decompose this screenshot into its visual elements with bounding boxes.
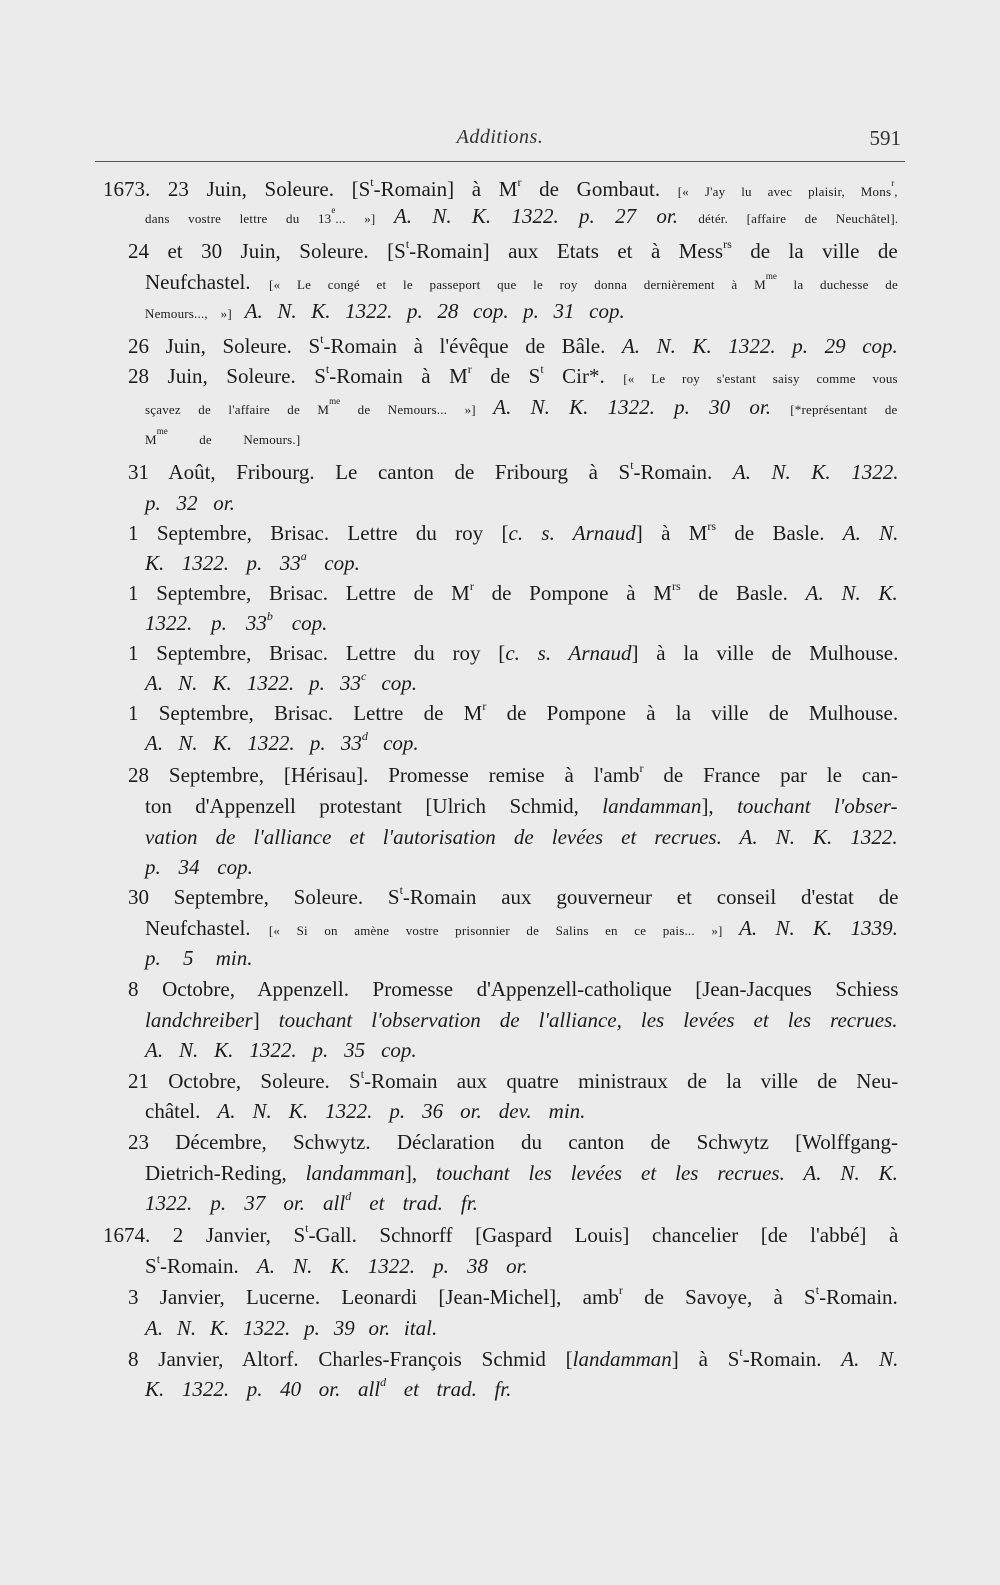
text-segment: 1 Septembre, Brisac. Lettre de M	[128, 701, 483, 725]
italic-text: cop.	[272, 611, 328, 635]
italic-text: landamman	[305, 1161, 405, 1185]
superscript: b	[266, 609, 273, 623]
superscript: me	[765, 271, 777, 281]
text-segment: châtel.	[145, 1099, 218, 1123]
text-line	[128, 760, 898, 790]
superscript: d	[380, 1375, 387, 1389]
text-segment: de Gombaut.	[521, 177, 678, 201]
italic-text: touchant les levées et les recrues. A. N. K.	[436, 1161, 898, 1185]
italic-text: 1322. p. 37 or. all	[145, 1191, 346, 1215]
text-segment: S	[145, 1254, 157, 1278]
superscript: a	[300, 549, 307, 563]
italic-text: A. N. K. 1322. p. 28 cop. p. 31 cop.	[244, 299, 625, 323]
superscript: e	[331, 205, 336, 215]
text-segment: 24 et 30 Juin, Soleure. [S	[128, 239, 406, 263]
italic-text: A. N. K. 1322. p. 33	[145, 671, 362, 695]
superscript: t	[399, 883, 403, 897]
superscript: c	[361, 669, 367, 683]
italic-text: touchant l'obser-	[737, 794, 898, 818]
text-segment: -Gall. Schnorff [Gaspard Louis] chancelier [de l'abbé] à	[308, 1223, 899, 1247]
superscript: r	[639, 761, 644, 775]
header-rule	[95, 161, 905, 162]
superscript: rs	[723, 237, 732, 251]
text-segment: 1674. 2 Janvier, S	[103, 1223, 306, 1247]
italic-text: c. s. Arnaud	[508, 521, 636, 545]
text-segment: Neufchastel.	[145, 270, 270, 294]
text-segment: -Romain.	[819, 1285, 898, 1309]
superscript: t	[739, 1345, 743, 1359]
text-segment: 1673. 23 Juin, Soleure. [S	[103, 177, 371, 201]
text-segment: 30 Septembre, Soleure. S	[128, 885, 400, 909]
text-segment: 26 Juin, Soleure. S	[128, 334, 321, 358]
text-line	[128, 236, 898, 266]
text-line	[128, 638, 898, 668]
quotation-text: ,	[894, 184, 898, 199]
italic-text: p. 32 or.	[145, 491, 235, 515]
text-line	[128, 1127, 898, 1157]
text-line	[128, 698, 898, 728]
italic-text: K. 1322. p. 40 or. all	[145, 1377, 381, 1401]
text-segment: ] à la ville de Mulhouse.	[631, 641, 899, 665]
superscript: t	[630, 458, 634, 472]
text-line	[145, 1096, 585, 1126]
text-line	[145, 1313, 437, 1343]
text-segment: -Romain aux gouverneur et conseil d'estat de	[402, 885, 899, 909]
text-line	[145, 913, 898, 943]
superscript: t	[156, 1252, 161, 1266]
text-line	[128, 974, 898, 1004]
text-segment: -Romain.	[633, 460, 733, 484]
italic-text: cop.	[366, 671, 417, 695]
text-line	[145, 267, 898, 297]
quotation-text: ... »]	[335, 211, 394, 226]
superscript: r	[482, 699, 487, 713]
text-line	[145, 296, 625, 326]
quotation-text: de Nemours... »]	[340, 402, 494, 417]
quotation-text: M	[145, 432, 157, 447]
text-segment: ],	[701, 794, 738, 818]
superscript: r	[618, 1283, 623, 1297]
italic-text: landchreiber	[145, 1008, 253, 1032]
superscript: rs	[671, 579, 681, 593]
italic-text: p. 34 cop.	[145, 855, 253, 879]
italic-text: et trad. fr.	[386, 1377, 512, 1401]
text-line	[145, 852, 253, 882]
text-segment: 1 Septembre, Brisac. Lettre du roy [	[128, 521, 509, 545]
quotation-text: [« Si on amène vostre prisonnier de Salins en ce pais... »]	[268, 923, 740, 938]
superscript: r	[891, 178, 895, 188]
text-segment: de Savoye, à S	[622, 1285, 816, 1309]
italic-text: touchant l'observation de l'alliance, les levées et les recrues.	[278, 1008, 898, 1032]
text-line	[145, 608, 327, 638]
superscript: r	[517, 175, 522, 189]
text-segment: 8 Octobre, Appenzell. Promesse d'Appenzell-catholique [Jean-Jacques Schiess	[128, 977, 899, 1001]
italic-text: A. N. K. 1322. p. 29 cop.	[621, 334, 898, 358]
text-segment: ],	[404, 1161, 437, 1185]
superscript: t	[320, 332, 324, 346]
italic-text: A. N.	[842, 521, 899, 545]
italic-text: A. N. K. 1322. p. 39 or. ital.	[145, 1316, 438, 1340]
superscript: t	[370, 175, 374, 189]
italic-text: landamman	[572, 1347, 672, 1371]
text-line	[145, 422, 300, 452]
text-segment: de Basle.	[716, 521, 843, 545]
text-line	[145, 1035, 417, 1065]
italic-text: 1322. p. 33	[145, 611, 267, 635]
text-segment: 8 Janvier, Altorf. Charles-François Schmid [	[128, 1347, 573, 1371]
italic-text: A. N. K. 1322. p. 38 or.	[256, 1254, 528, 1278]
italic-text: A. N. K. 1322. p. 27 or.	[393, 204, 699, 228]
superscript: t	[305, 1221, 309, 1235]
text-line	[145, 1005, 898, 1035]
text-line	[145, 1188, 478, 1218]
quotation-text: sçavez de l'affaire de M	[145, 402, 330, 417]
text-segment: Neufchastel.	[145, 916, 269, 940]
text-line	[145, 668, 417, 698]
quotation-text: [« Le roy s'estant saisy comme vous	[623, 371, 898, 386]
text-line	[128, 1344, 898, 1374]
italic-text: K. 1322. p. 33	[145, 551, 301, 575]
text-line	[128, 882, 898, 912]
italic-text: A. N. K. 1322. p. 30 or.	[493, 395, 791, 419]
page-number: 591	[869, 126, 901, 150]
text-segment: -Romain à M	[329, 364, 468, 388]
text-segment: Dietrich-Reding,	[145, 1161, 306, 1185]
text-segment: 23 Décembre, Schwytz. Déclaration du canton de Schwytz [Wolffgang-	[128, 1130, 899, 1154]
italic-text: c. s. Arnaud	[505, 641, 632, 665]
text-line	[128, 578, 898, 608]
text-segment: -Romain] à M	[373, 177, 518, 201]
text-line	[145, 488, 235, 518]
text-line	[145, 1374, 511, 1404]
italic-text: A. N. K. 1322. p. 33	[145, 731, 362, 755]
text-segment: 21 Octobre, Soleure. S	[128, 1069, 361, 1093]
italic-text: landamman	[602, 794, 702, 818]
text-segment: -Romain.	[160, 1254, 257, 1278]
quotation-text: détér. [affaire de Neuchâtel].	[698, 211, 899, 226]
superscript: r	[469, 579, 474, 593]
quotation-text: dans vostre lettre du 13	[145, 211, 332, 226]
italic-text: A. N. K. 1339.	[739, 916, 898, 940]
text-segment: -Romain] aux Etats et à Mess	[409, 239, 724, 263]
text-segment: ton d'Appenzell protestant [Ulrich Schmid,	[145, 794, 603, 818]
text-line	[128, 1282, 898, 1312]
text-segment: de la ville de	[731, 239, 898, 263]
italic-text: cop.	[306, 551, 360, 575]
text-line	[128, 1066, 898, 1096]
text-line	[103, 1220, 898, 1250]
italic-text: vation de l'alliance et l'autorisation de levées et recrues. A. N. K. 1322.	[145, 825, 898, 849]
italic-text: cop.	[367, 731, 419, 755]
quotation-text: [« Le congé et le passeport que le roy donna dernièrement à M	[269, 277, 766, 292]
text-line	[103, 174, 898, 204]
superscript: t	[360, 1067, 365, 1081]
italic-text: A. N. K.	[805, 581, 898, 605]
quotation-text: de Nemours.]	[167, 432, 301, 447]
text-segment: Cir*.	[543, 364, 624, 388]
text-line	[145, 1158, 898, 1188]
italic-text: p. 5 min.	[145, 946, 253, 970]
italic-text: A. N. K. 1322. p. 36 or. dev. min.	[217, 1099, 586, 1123]
text-line	[128, 361, 898, 391]
superscript: me	[156, 426, 168, 436]
text-segment: ] à M	[635, 521, 708, 545]
text-segment: de Basle.	[680, 581, 806, 605]
italic-text: et trad. fr.	[351, 1191, 478, 1215]
text-line	[128, 518, 898, 548]
superscript: t	[815, 1283, 820, 1297]
text-segment: 31 Août, Fribourg. Le canton de Fribourg à S	[128, 460, 631, 484]
text-line	[145, 791, 898, 821]
text-segment: ] à S	[671, 1347, 740, 1371]
superscript: rs	[707, 519, 717, 533]
superscript: t	[325, 362, 330, 376]
superscript: r	[467, 362, 472, 376]
text-segment: de France par le can-	[643, 763, 898, 787]
text-segment: 1 Septembre, Brisac. Lettre de M	[128, 581, 470, 605]
text-line	[145, 943, 253, 973]
text-line	[145, 201, 898, 231]
superscript: t	[540, 362, 544, 376]
superscript: d	[345, 1189, 352, 1203]
italic-text: A. N. K. 1322.	[732, 460, 899, 484]
text-segment: 1 Septembre, Brisac. Lettre du roy [	[128, 641, 506, 665]
italic-text: A. N.	[841, 1347, 899, 1371]
text-line	[128, 331, 898, 361]
text-segment: ]	[252, 1008, 279, 1032]
text-segment: 28 Juin, Soleure. S	[128, 364, 326, 388]
text-segment: -Romain à l'évêque de Bâle.	[323, 334, 622, 358]
text-segment: 28 Septembre, [Hérisau]. Promesse remise à l'amb	[128, 763, 640, 787]
quotation-text: Nemours..., »]	[145, 306, 245, 321]
text-line	[145, 548, 360, 578]
superscript: t	[405, 237, 410, 251]
text-segment: -Romain aux quatre ministraux de la ville de Neu-	[364, 1069, 899, 1093]
quotation-text: la duchesse de	[776, 277, 898, 292]
text-line	[145, 822, 898, 852]
superscript: d	[361, 729, 368, 743]
text-segment: de Pompone à M	[473, 581, 672, 605]
text-line	[145, 392, 898, 422]
quotation-text: [« J'ay lu avec plaisir, Mons	[677, 184, 892, 199]
text-line	[128, 457, 898, 487]
text-line	[145, 728, 419, 758]
header-title: Additions.	[456, 126, 544, 148]
text-segment: de S	[471, 364, 541, 388]
text-segment: -Romain.	[742, 1347, 842, 1371]
text-segment: de Pompone à la ville de Mulhouse.	[486, 701, 899, 725]
superscript: me	[329, 396, 341, 406]
quotation-text: [*représentant de	[790, 402, 898, 417]
text-line	[145, 1251, 528, 1281]
text-segment: 3 Janvier, Lucerne. Leonardi [Jean-Michel], amb	[128, 1285, 619, 1309]
italic-text: A. N. K. 1322. p. 35 cop.	[145, 1038, 417, 1062]
running-header	[95, 126, 905, 156]
